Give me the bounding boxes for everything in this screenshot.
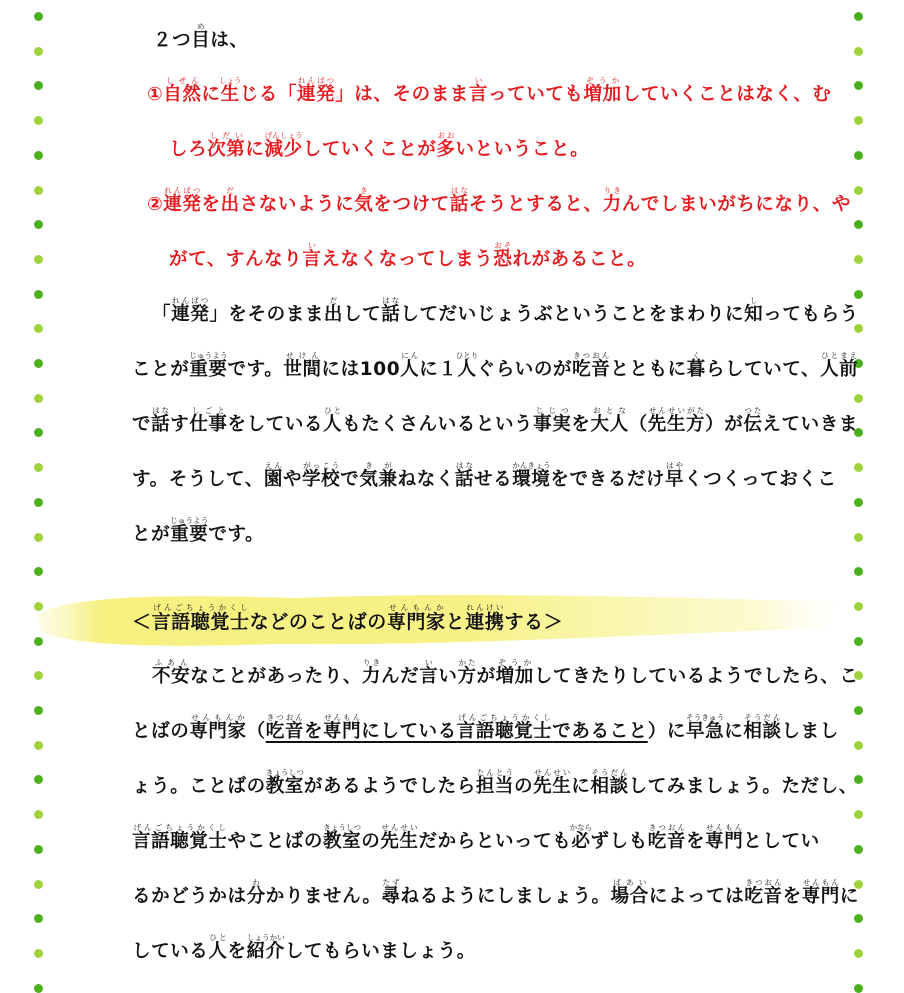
para-1-line-1: 「連発れんぱつ」をそのまま出だして話はなしてだいじょうぶということをまわりに知しってもらう [152, 296, 859, 325]
left-border-dot [34, 255, 43, 264]
right-border-dot [854, 567, 863, 576]
para-2-line-6: している人ひとを紹介しょうかいしてもらいましょう。 [132, 933, 476, 962]
para-2-line-1: 不安ふあんなことがあったり、力りきんだ言いい方かたが増加ぞうかしてきたりしているようでしたら、こ [152, 658, 859, 687]
right-border-dot [854, 498, 863, 507]
para-1-line-5: とが重要じゅうようです。 [132, 516, 265, 545]
left-border-dot [34, 775, 43, 784]
left-border-dot [34, 498, 43, 507]
right-border-dot [854, 706, 863, 715]
left-border-dot [34, 741, 43, 750]
left-border-dot [34, 880, 43, 889]
right-border-dot [854, 810, 863, 819]
right-dot-border [852, 0, 866, 985]
left-border-dot [34, 359, 43, 368]
right-border-dot [854, 151, 863, 160]
right-border-dot [854, 637, 863, 646]
left-border-dot [34, 12, 43, 21]
point-2-line-1: ②連発れんぱつを出ださないように気きをつけて話はなそうとすると、力りきんでしまいがちになり、や [147, 186, 851, 215]
left-border-dot [34, 533, 43, 542]
para-1-line-3: で話はなす仕事しごとをしている人ひともたくさんいるという事実じじつを大人おとな（先生方せんせいがた）が伝つたえていきま [132, 406, 858, 435]
para-1-line-2: ことが重要じゅうようです。世間せけんには100人にんに１人ひとりぐらいのが吃音きつおんとともに暮くらしていて、人前ひとまえ [132, 351, 859, 380]
left-border-dot [34, 706, 43, 715]
left-border-dot [34, 186, 43, 195]
para-2-line-5: るかどうかは分わかりません。尋たずねるようにしましょう。場合ばあいによっては吃音きつおんを専門せんもんに [132, 878, 859, 907]
left-border-dot [34, 81, 43, 90]
right-border-dot [854, 463, 863, 472]
left-border-dot [34, 810, 43, 819]
left-border-dot [34, 324, 43, 333]
right-border-dot [854, 255, 863, 264]
right-border-dot [854, 394, 863, 403]
left-border-dot [34, 567, 43, 576]
intro-line [153, 22, 249, 52]
right-border-dot [854, 186, 863, 195]
left-border-dot [34, 428, 43, 437]
underlined-phrase: 吃音きつおんを専門せんもんにしている言語聴覚士げんごちょうかくしであること [265, 713, 648, 742]
para-1-line-4: す。そうして、園えんや学校がっこうで気兼きがねなく話はなせる環境かんきょうをできるだけ早はやくつくっておくこ [132, 461, 837, 490]
left-border-dot [34, 845, 43, 854]
right-border-dot [854, 741, 863, 750]
left-border-dot [34, 290, 43, 299]
left-dot-border [32, 0, 46, 985]
left-border-dot [34, 220, 43, 229]
point-1-line-1: ①自然しぜんに生しょうじる「連発れんぱつ」は、そのまま言いっていても増加ぞうかしていくことはなく、む [147, 76, 832, 105]
para-2-line-2: とばの専門家せんもんか（吃音きつおんを専門せんもんにしている言語聴覚士げんごちょうかくしであること）に早急そうきゅうに相談そうだんしまし [132, 713, 839, 742]
right-border-dot [854, 81, 863, 90]
left-border-dot [34, 463, 43, 472]
left-border-dot [34, 671, 43, 680]
right-border-dot [854, 602, 863, 611]
point-1-line-2: しろ次第しだいに減少げんしょうしていくことが多おおいということ。 [169, 131, 590, 160]
intro-text: ２つ目めは、 [153, 22, 249, 51]
right-border-dot [854, 47, 863, 56]
left-border-dot [34, 47, 43, 56]
para-2-line-3: ょう。ことばの教室きょうしつがあるようでしたら担当たんとうの先生せんせいに相談そうだんしてみましょう。ただし、 [132, 768, 858, 797]
para-2-line-4: 言語聴覚士げんごちょうかくしやことばの教室きょうしつの先生せんせいだからといっても必かならずしも吃音きつおんを専門せんもんとしてい [132, 823, 820, 852]
right-border-dot [854, 949, 863, 958]
section-heading: ＜言語聴覚士げんごちょうかくしなどのことばの専門家せんもんかと連携れんけいする＞ [132, 603, 564, 633]
left-border-dot [34, 151, 43, 160]
left-border-dot [34, 949, 43, 958]
left-border-dot [34, 914, 43, 923]
right-border-dot [854, 12, 863, 21]
right-border-dot [854, 116, 863, 125]
point-2-line-2: がて、すんなり言いえなくなってしまう恐おそれがあること。 [169, 241, 647, 270]
right-border-dot [854, 845, 863, 854]
left-border-dot [34, 116, 43, 125]
right-border-dot [854, 914, 863, 923]
right-border-dot [854, 533, 863, 542]
left-border-dot [34, 394, 43, 403]
right-border-dot [854, 220, 863, 229]
